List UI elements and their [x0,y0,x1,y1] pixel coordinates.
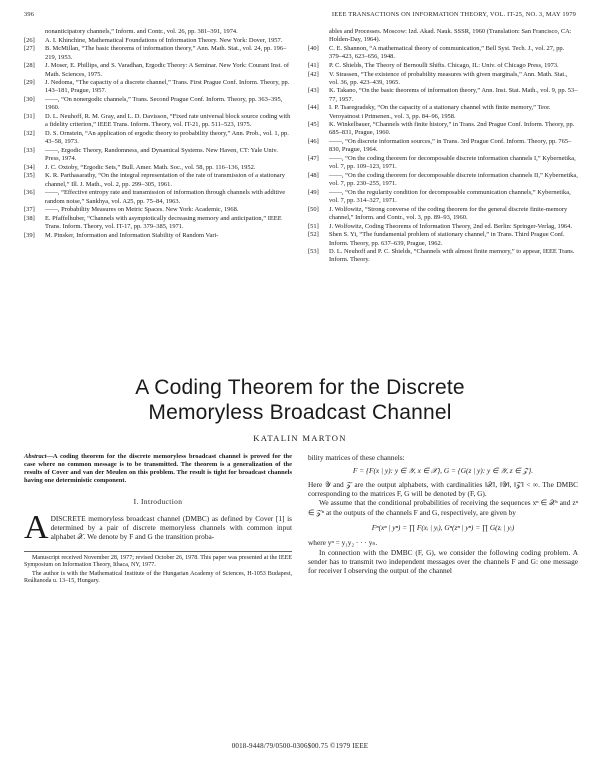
reference-entry [24,79,294,95]
section-heading: I. Introduction [133,497,183,507]
footnote-affiliation: The author is with the Mathematical Institute of the Hungarian Academy of Sciences, H-1053 Budapest, Reáltanoda u. 13–15, Hungary. [24,570,292,585]
reference-entry [24,45,294,61]
references-left-column [24,28,294,241]
reference-entry [24,215,294,231]
reference-number: [51] [308,222,319,230]
footnote-manuscript: Manuscript received November 28, 1977; revised October 26, 1978. This paper was presented at the IEEE Symposium on Information Theory, Ithaca, NY, 1977. [24,554,292,569]
reference-entry [308,28,578,44]
footnotes [24,551,292,586]
equation-matrices: F = {F(x | y): y ∈ 𝒴, x ∈ 𝒳}, G = {G(z | y): y ∈ 𝒴, z ∈ 𝒵}. [352,466,534,476]
reference-text: nonanticipatory channels,” Inform. and Contr., vol. 26, pp. 381–391, 1974. [45,28,238,35]
copyright-footer: 0018-9448/79/0500-0306$00.75 ©1979 IEEE [231,742,369,750]
abstract-label: Abstract [24,453,47,460]
reference-number: [53] [308,248,319,256]
reference-number: [36] [24,189,35,197]
reference-text: K. R. Parthasarathy, “On the integral representation of the rate of transmission of a stationary channel,” Ill. J. Math., vol. 2, pp. 299–305, 1961. [45,172,286,188]
reference-entry [24,28,294,36]
reference-text: D. L. Neuhoff and P. C. Shields, “Channels with almost finite memory,” to appear, IEEE Trans. Inform. Theory. [329,248,575,264]
reference-entry [308,121,578,137]
equation-product: Fⁿ(xⁿ | yⁿ) = ∏ F(xᵢ | yᵢ), Gⁿ(zⁿ | yⁿ) = ∏ G(zᵢ | yᵢ) [371,523,515,533]
reference-entry [24,62,294,78]
reference-entry [308,45,578,61]
reference-number: [41] [308,61,319,69]
reference-number: [45] [308,121,319,129]
reference-entry [308,138,578,154]
reference-text: ——, “Effective entropy rate and transmission of information through channels with additive random noise,” Sankhya, vol. A25, pp. 75–84, 1963. [45,189,286,205]
reference-text: B. McMillan, “The basic theorems of information theory,” Ann. Math. Stat., vol. 24, pp. 196–219, 1953. [45,45,287,61]
reference-text: J. Moser, E. Phillips, and S. Varadhan, Ergodic Theory: A Seminar. New York: Courant Inst. of Math. Sciences, 1975. [45,62,289,78]
reference-number: [29] [24,79,35,87]
reference-text: ——, “On the regularity condition for decomposable communication channels,” Kybernetika, vol. 7, pp. 314–327, 1971. [329,188,571,205]
reference-number: [26] [24,36,35,44]
reference-entry [24,147,294,163]
reference-text: ——, “On nonergodic channels,” Trans. Second Prague Conf. Inform. Theory, pp. 363–395, 1960. [45,96,283,112]
reference-text: P. C. Shields, The Theory of Bernoulli Shifts. Chicago, IL: Univ. of Chicago Press, 1973. [329,61,559,69]
title-line-1: A Coding Theorem for the Discrete [135,376,465,399]
reference-text: M. Pinsker, Information and Information Stability of Random Vari- [45,231,219,239]
reference-number: [33] [24,146,35,154]
reference-entry [24,189,294,205]
reference-entry [24,37,294,45]
reference-number: [38] [24,214,35,222]
title-line-2: Memoryless Broadcast Channel [148,400,452,424]
reference-entry [308,248,578,264]
body-paragraph-3: We assume that the conditional probabilities of receiving the sequences xⁿ ∈ 𝒳ⁿ and zⁿ ∈ 𝒵ⁿ at the outputs of the channels F and G, respectively, are given by [308,498,578,517]
references-right-column [308,28,578,265]
reference-number: [27] [24,45,35,53]
reference-number: [31] [24,113,35,121]
intro-paragraph [24,508,292,546]
body-paragraph-2: Here 𝒴 and 𝒵 are the output alphabets, with cardinalities ‖𝒳‖, ‖𝒴‖, ‖𝒵‖ < ∞. The DMBC corresponding to the matrices F, G will be denoted by (F, G). [308,479,578,499]
reference-entry [308,223,578,231]
reference-number: [52] [308,231,319,239]
reference-text: D. L. Neuhoff, R. M. Gray, and L. D. Davisson, “Fixed rate universal block source coding with a fidelity criterion,” IEEE Trans. Inform. Theory, vol. IT-21, pp. 511–523, 1975. [45,113,291,129]
reference-text: J. Nedoma, “The capacity of a discrete channel,” Trans. First Prague Conf. Inform. Theory, pp. 143–181, Prague, 1957. [45,79,290,95]
abstract-text: —A coding theorem for the discrete memoryless broadcast channel is proved for the case where no common message is to be transmitted. The theorem is a generalization of the results of Cover and van der Meulen on this problem. The result is tight for broadcast channels having one deterministic component. [24,453,292,485]
reference-entry [308,189,578,205]
paper-title [0,376,600,425]
reference-number: [39] [24,231,35,239]
reference-number: [49] [308,188,319,196]
intro-text: DISCRETE memoryless broadcast channel (DMBC) as defined by Cover [1] is determined by a pair of discrete memoryless channels with common input alphabet 𝒳. We denote by F and G the transition proba- [50,513,292,542]
reference-text: J. C. Oxtoby, “Ergodic Sets,” Bull. Amer. Math. Soc., vol. 58, pp. 116–136, 1952. [45,163,256,171]
reference-entry [24,130,294,146]
reference-number: [47] [308,155,319,163]
reference-number: [42] [308,70,319,78]
reference-text: ables and Processes. Moscow: Izd. Akad. Nauk. SSSR, 1960 (Translation: San Francisco, CA: Holden-Day, 1964). [329,28,572,44]
reference-number: [30] [24,96,35,104]
reference-number: [37] [24,206,35,214]
reference-entry [308,62,578,70]
body-paragraph-5: In connection with the DMBC (F, G), we consider the following coding problem. A sender has to transmit two independent messages over the channels F and G: one message for receiver I observing the output of the channel [308,547,578,576]
reference-number: [32] [24,129,35,137]
journal-header: IEEE TRANSACTIONS ON INFORMATION THEORY, VOL. IT-25, NO. 3, MAY 1979 [331,11,576,18]
reference-text: I. P. Tsaregradsky, “On the capacity of a stationary channel with finite memory,” Teor. Veroyatnost i Primenen., vol. 3, pp. 84–96, 1958. [329,104,551,120]
reference-entry [24,164,294,172]
reference-text: D. S. Ornstein, “An application of ergodic theory to probability theory,” Ann. Prob., vol. 1, pp. 43–58, 1973. [45,129,289,146]
reference-number: [43] [308,87,319,95]
reference-number: [35] [24,172,35,180]
reference-entry [24,113,294,129]
reference-text: ——, Probability Measures on Metric Spaces. New York: Academic, 1968. [45,206,239,214]
reference-entry [308,231,578,247]
reference-text: ——, “On discrete information sources,” in Trans. 3rd Prague Conf. Inform. Theory, pp. 765–830, Prague, 1964. [329,138,572,154]
reference-number: [44] [308,104,319,112]
reference-entry [308,71,578,87]
body-right-column [308,453,578,576]
reference-entry [24,96,294,112]
reference-text: V. Strassen, “The existence of probability measures with given marginals,” Ann. Math. Stat., vol. 36, pp. 423–439, 1965. [329,70,568,86]
reference-entry [24,206,294,214]
reference-number: [50] [308,205,319,213]
reference-entry [308,172,578,188]
reference-text: ——, Ergodic Theory, Randomness, and Dynamical Systems. New Haven, CT: Yale Univ. Press, 1974. [45,146,278,163]
reference-text: ——, “On the coding theorem for decomposable discrete information channels I,” Kybernetika, vol. 7, pp. 109–123, 1971. [329,155,576,171]
drop-cap: A [24,508,49,546]
reference-number: [34] [24,163,35,171]
reference-entry [308,104,578,120]
reference-number: [28] [24,62,35,70]
reference-number: [48] [308,171,319,179]
reference-text: Shen S. Yi, “The fundamental problem of stationary channel,” in Trans. Third Prague Conf. Inform. Theory, pp. 637–639, Prague, 1962. [329,231,565,247]
body-paragraph-4: where yⁿ = y₁y₂ · · · yₙ. [308,538,378,548]
reference-entry [308,206,578,222]
reference-number: [46] [308,138,319,146]
reference-entry [308,155,578,171]
reference-number: [40] [308,44,319,52]
reference-text: K. Takano, “On the basic theorems of information theory,” Ann. Inst. Stat. Math., vol. 9, pp. 53–77, 1957. [329,87,578,103]
body-left-column [24,453,292,587]
abstract [24,453,292,485]
page-number: 396 [24,11,35,18]
reference-text: A. I. Khinchine, Mathematical Foundations of Information Theory. New York: Dover, 1957. [45,36,283,44]
reference-text: C. E. Shannon, “A mathematical theory of communication,” Bell Syst. Tech. J., vol. 27, pp. 379–423, 623–656, 1948. [329,44,565,61]
author-name: KATALIN MARTON [253,433,347,443]
reference-text: J. Wolfowitz, Coding Theorems of Information Theory, 2nd ed. Berlin: Springer-Verlag, 1964. [329,222,572,230]
reference-text: K. Winkelbauer, “Channels with finite history,” in Trans. 2nd Prague Conf. Inform. Theory, pp. 685–831, Prague, 1960. [329,121,575,137]
reference-entry [24,172,294,188]
reference-text: E. Pfaffelhuber, “Channels with asymptotically decreasing memory and anticipation,” IEEE Trans. Inform. Theory, vol. IT-17, pp. 379–385, 1971. [45,214,282,231]
reference-text: J. Wolfowitz, “Strong converse of the coding theorem for the general discrete finite-memory channel,” Inform. and Contr., vol. 3, pp. 89–93, 1960. [329,205,568,221]
reference-text: ——, “On the coding theorem for decomposable discrete information channels II,” Kybernetika, vol. 7, pp. 230–255, 1971. [329,171,578,188]
reference-entry [24,232,294,240]
reference-entry [308,87,578,103]
body-paragraph-1: bility matrices of these channels: [308,453,405,462]
